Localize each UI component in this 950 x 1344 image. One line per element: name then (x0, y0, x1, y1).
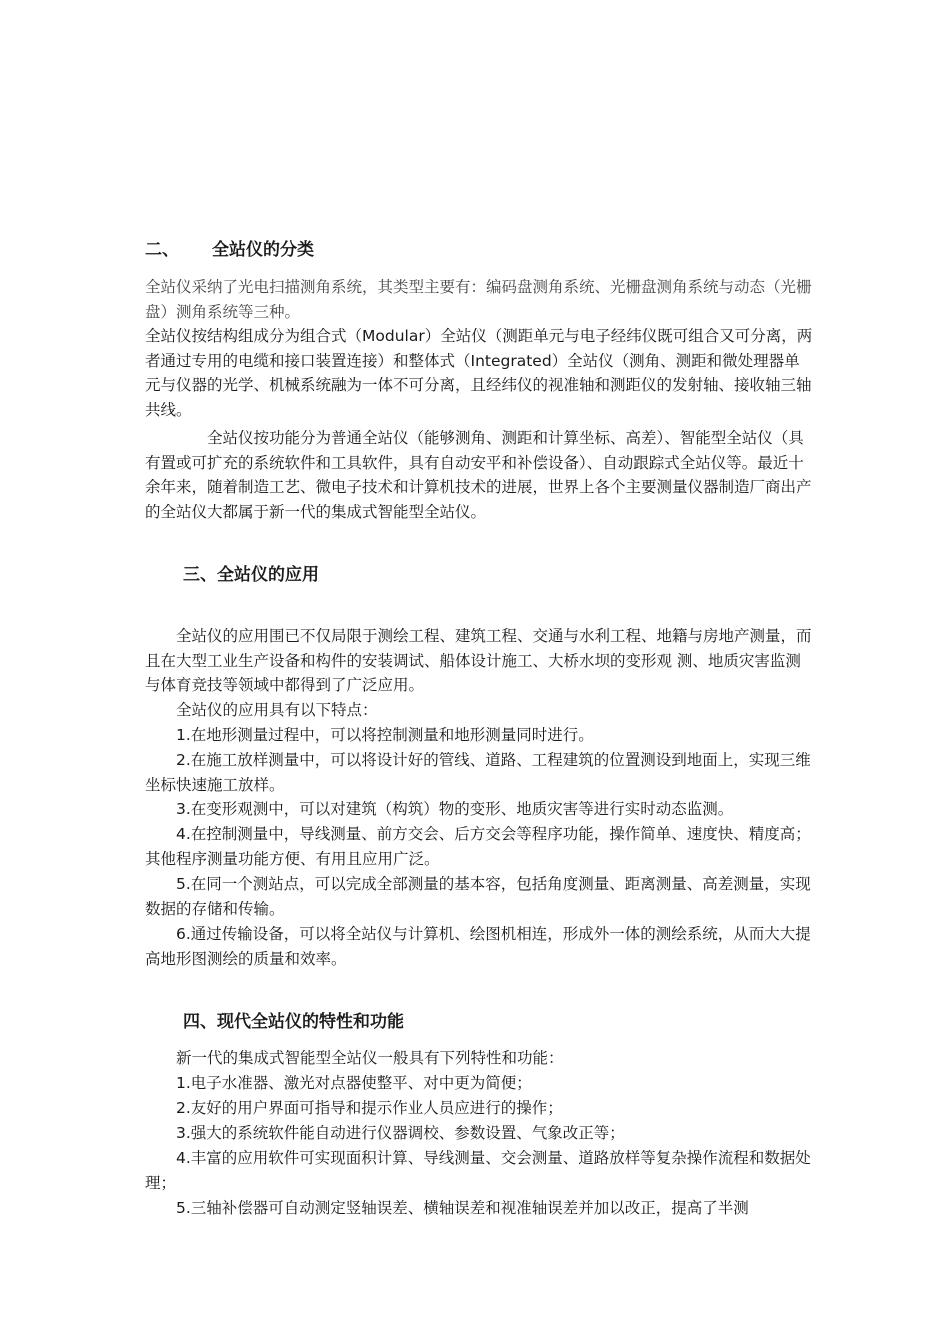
section2-number: 二、 (145, 240, 179, 260)
section4-item-3: 3.强大的系统软件能自动进行仪器调校、参数设置、气象改正等； (176, 1124, 625, 1142)
section3-item-4: 4.在控制测量中，导线测量、前方交会、后方交会等程序功能，操作简单、速度快、精度高；其他程序测量功能方便、有用且应用广泛。 (145, 825, 811, 868)
section4-para-1: 新一代的集成式智能型全站仪一般具有下列特性和功能： (176, 1049, 564, 1067)
section4-item-1: 1.电子水准器、激光对点器使整平、对中更为简便； (176, 1074, 532, 1092)
section3-item-1: 1.在地形测量过程中，可以将控制测量和地形测量同时进行。 (176, 726, 594, 744)
section2-para-3: 全站仪按功能分为普通全站仪（能够测角、测距和计算坐标、高差）、智能型全站仪（具有置或可扩充的系统软件和工具软件，具有自动安平和补偿设备）、自动跟踪式全站仪等。最近十余年来，随着制造工艺、微电子技术和计算机技术的进展，世界上各个主要测量仪器制造厂商出产的全站仪大都属于新一代的集成式智能型全站仪。 (145, 429, 812, 521)
section3-title: 三、全站仪的应用 (183, 565, 319, 585)
section3-item-5: 5.在同一个测站点，可以完成全部测量的基本容，包括角度测量、距离测量、高差测量，实现数据的存储和传输。 (145, 875, 811, 918)
section3-item-3: 3.在变形观测中，可以对建筑（构筑）物的变形、地质灾害等进行实时动态监测。 (176, 800, 734, 818)
section2-title: 全站仪的分类 (212, 240, 314, 260)
section3-para-1: 全站仪的应用围已不仅局限于测绘工程、建筑工程、交通与水利工程、地籍与房地产测量，而且在大型工业生产设备和构件的安装调试、船体设计施工、大桥水坝的变形观 测、地质灾害监测与体育竞技等领域中都得到了广泛应用。 (145, 627, 812, 694)
section4-item-2: 2.友好的用户界面可指导和提示作业人员应进行的操作； (176, 1099, 563, 1117)
section3-para-2: 全站仪的应用具有以下特点： (176, 701, 378, 719)
section4-item-4: 4.丰富的应用软件可实现面积计算、导线测量、交会测量、道路放样等复杂操作流程和数据处理； (145, 1149, 811, 1192)
section3-item-2: 2.在施工放样测量中，可以将设计好的管线、道路、工程建筑的位置测设到地面上，实现三维坐标快速施工放样。 (145, 751, 811, 794)
section4-item-5: 5.三轴补偿器可自动测定竖轴误差、横轴误差和视准轴误差并加以改正，提高了半测 (176, 1199, 749, 1217)
section2-para-2: 全站仪按结构组成分为组合式（Modular）全站仪（测距单元与电子经纬仪既可组合又可分离，两者通过专用的电缆和接口装置连接）和整体式（Integrated）全站仪（测角、测距和微处理器单元与仪器的光学、机械系统融为一体不可分离，且经纬仪的视准轴和测距仪的发射轴、接收轴三轴共线。 (145, 327, 813, 419)
section4-title: 四、现代全站仪的特性和功能 (183, 1012, 404, 1032)
section3-item-6: 6.通过传输设备，可以将全站仪与计算机、绘图机相连，形成外一体的测绘系统，从而大大提高地形图测绘的质量和效率。 (145, 925, 811, 968)
section2-para-1: 全站仪采纳了光电扫描测角系统，其类型主要有：编码盘测角系统、光栅盘测角系统与动态（光栅盘）测角系统等三种。 (145, 278, 812, 321)
